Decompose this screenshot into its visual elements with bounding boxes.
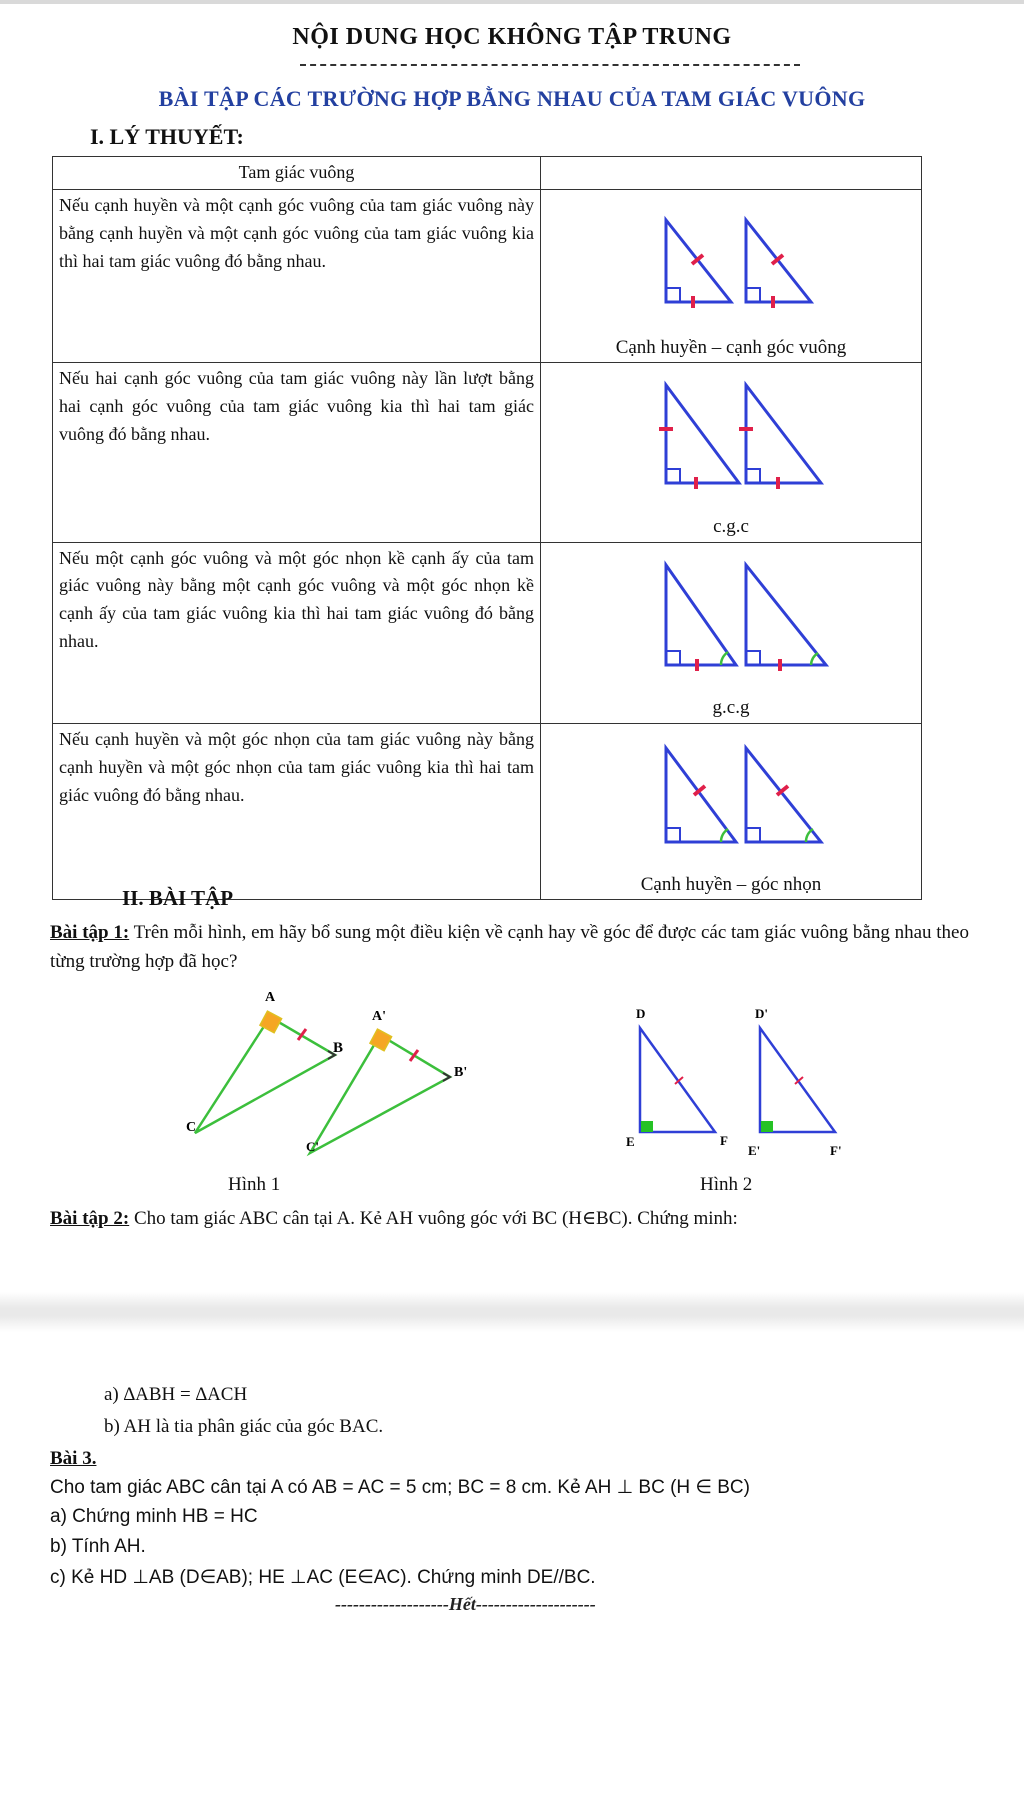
fig2-label-F-prime: F': [830, 1143, 842, 1158]
page-title: NỘI DUNG HỌC KHÔNG TẬP TRUNG: [292, 24, 732, 50]
theory-header-empty-cell: [541, 157, 922, 190]
fig1-label-B-prime: B': [454, 1065, 468, 1080]
exercise-3-body: Cho tam giác ABC cân tại A có AB = AC = 5 cm; BC = 8 cm. Kẻ AH ⊥ BC (H ∈ BC): [50, 1477, 750, 1498]
fig1-label-C-prime: C': [306, 1139, 319, 1154]
theory-row-3-text: Nếu một cạnh góc vuông và một góc nhọn kề cạnh ấy của tam giác vuông này bằng một cạnh góc vuông và một góc nhọn kề cạnh ấy của tam giác vuông kia thì hai tam giác vuông đó bằng nhau.: [53, 542, 541, 723]
exercise-1-label: Bài tập 1:: [50, 922, 130, 943]
fig1-label-C: C: [186, 1120, 197, 1135]
fig1-label-A-prime: A': [372, 1009, 386, 1024]
figure-2: [610, 1000, 870, 1170]
theory-row-2-text: Nếu hai cạnh góc vuông của tam giác vuông này lần lượt bằng hai cạnh góc vuông của tam giác vuông kia thì hai tam giác vuông đó bằng nhau.: [53, 363, 541, 542]
theory-row-1-caption: Cạnh huyền – cạnh góc vuông: [615, 336, 847, 358]
theory-row-4-caption: Cạnh huyền – góc nhọn: [640, 873, 822, 895]
exercise-2-text: [50, 1204, 1000, 1233]
page-subtitle: BÀI TẬP CÁC TRƯỜNG HỢP BẰNG NHAU CỦA TAM GIÁC VUÔNG: [158, 86, 866, 111]
theory-row-4-text: Nếu cạnh huyền và một góc nhọn của tam giác vuông này bằng cạnh huyền và một góc nhọn của tam giác vuông kia thì hai tam giác vuông đó bằng nhau.: [53, 723, 541, 899]
theory-table: [52, 156, 922, 900]
exercise-3-part-c: c) Kẻ HD ⊥AB (D∈AB); HE ⊥AC (E∈AC). Chứng minh DE//BC.: [50, 1567, 596, 1588]
theory-heading: I. LÝ THUYẾT:: [90, 124, 244, 149]
exercise-2-label: Bài tập 2:: [50, 1208, 130, 1229]
exercise-3-label: Bài 3.: [50, 1448, 97, 1469]
title-dashed-divider: [300, 64, 800, 66]
exercise-2-part-b: b) AH là tia phân giác của góc BAC.: [104, 1416, 384, 1437]
page-break-bar: [0, 1292, 1024, 1332]
fig2-label-E-prime: E': [748, 1143, 761, 1158]
exercise-2-part-a: a) ∆ABH = ∆ACH: [104, 1384, 248, 1405]
exercise-1-text: [50, 918, 990, 977]
theory-row-2-figure: [541, 363, 922, 542]
theory-row-3-caption: g.c.g: [712, 697, 750, 719]
theory-row-3-figure: [541, 542, 922, 723]
exercise-2-body: Cho tam giác ABC cân tại A. Kẻ AH vuông góc với BC (H∈BC). Chứng minh:: [129, 1208, 738, 1229]
fig1-label-A: A: [265, 990, 276, 1005]
leg-leg-triangles: [541, 363, 921, 501]
theory-table-header: Tam giác vuông: [53, 157, 541, 190]
fig2-label-F: F: [720, 1133, 728, 1148]
end-marker: -------------------Hết--------------------: [335, 1594, 596, 1614]
theory-row-1-figure: [541, 189, 922, 362]
hypotenuse-angle-triangles: [541, 724, 921, 859]
angle-side-angle-triangles: [541, 543, 921, 683]
exercise-3-part-b: b) Tính AH.: [50, 1536, 146, 1557]
theory-row-4-figure: [541, 723, 922, 899]
figure-1: [150, 985, 500, 1175]
fig2-label-D: D: [636, 1006, 646, 1021]
theory-row-1-text: Nếu cạnh huyền và một cạnh góc vuông của tam giác vuông này bằng cạnh huyền và một cạnh góc vuông của tam giác vuông kia thì hai tam giác vuông đó bằng nhau.: [53, 189, 541, 362]
figure-1-caption: Hình 1: [228, 1174, 281, 1195]
top-divider: [0, 0, 1024, 4]
theory-row-2-caption: c.g.c: [713, 516, 749, 538]
fig1-label-B: B: [333, 1040, 344, 1056]
figure-2-caption: Hình 2: [700, 1174, 753, 1195]
hypotenuse-leg-triangles: [541, 190, 921, 322]
exercises-heading: II. BÀI TẬP: [122, 886, 234, 910]
fig2-label-E: E: [626, 1134, 635, 1149]
fig2-label-D-prime: D': [755, 1006, 768, 1021]
exercise-1-body: Trên mỗi hình, em hãy bổ sung một điều kiện về cạnh hay về góc để được các tam giác vuông bằng nhau theo từng trường hợp đã học?: [50, 922, 969, 973]
exercise-3-part-a: a) Chứng minh HB = HC: [50, 1506, 258, 1527]
